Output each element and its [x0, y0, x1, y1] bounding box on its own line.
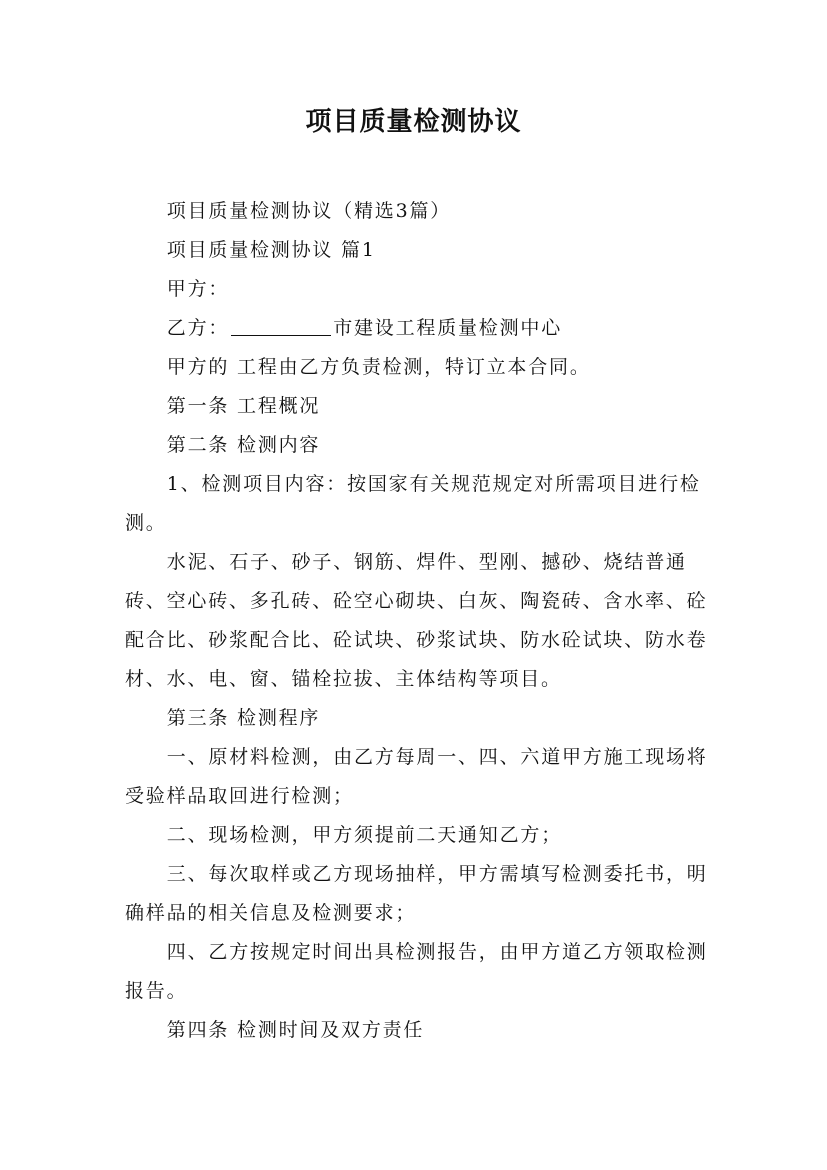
paragraph-item-1: 1、检测项目内容：按国家有关规范规定对所需项目进行检测。: [125, 473, 701, 534]
paragraph-procedure-4: 四、乙方按规定时间出具检测报告，由甲方道乙方领取检测报告。: [125, 941, 708, 1002]
paragraph-party-a: 甲方：: [166, 278, 230, 300]
paragraph-intro: 甲方的 工程由乙方负责检测，特订立本合同。: [166, 356, 591, 378]
paragraph-procedure-1: 一、原材料检测，由乙方每周一、四、六道甲方施工现场将受验样品取回进行检测；: [125, 746, 708, 807]
paragraph-procedure-3: 三、每次取样或乙方现场抽样，甲方需填写检测委托书，明确样品的相关信息及检测要求；: [125, 863, 708, 924]
paragraph-article-3: 第三条 检测程序: [166, 707, 321, 729]
document-body: [125, 192, 710, 1050]
paragraph-materials-list: 水泥、石子、砂子、钢筋、焊件、型刚、撼砂、烧结普通砖、空心砖、多孔砖、砼空心砌块、白灰、陶瓷砖、含水率、砼配合比、砂浆配合比、砼试块、砂浆试块、防水砼试块、防水卷材、水、电、窗、锚栓拉拔、主体结构等项目。: [125, 551, 708, 690]
party-b-suffix: 市建设工程质量检测中心: [333, 317, 563, 339]
paragraph-subtitle: 项目质量检测协议（精选3篇）: [166, 200, 452, 222]
paragraph-article-1: 第一条 工程概况: [166, 395, 321, 417]
party-b-prefix: 乙方：: [166, 317, 230, 339]
fill-in-blank-line: [231, 313, 331, 336]
paragraph-article-4: 第四条 检测时间及双方责任: [166, 1019, 425, 1041]
document-title: 项目质量检测协议: [305, 107, 522, 137]
paragraph-chapter-heading: 项目质量检测协议 篇1: [166, 239, 376, 261]
paragraph-article-2: 第二条 检测内容: [166, 434, 321, 456]
paragraph-procedure-2: 二、现场检测，甲方须提前二天通知乙方；: [166, 824, 562, 846]
paragraph-party-b: [125, 309, 710, 348]
